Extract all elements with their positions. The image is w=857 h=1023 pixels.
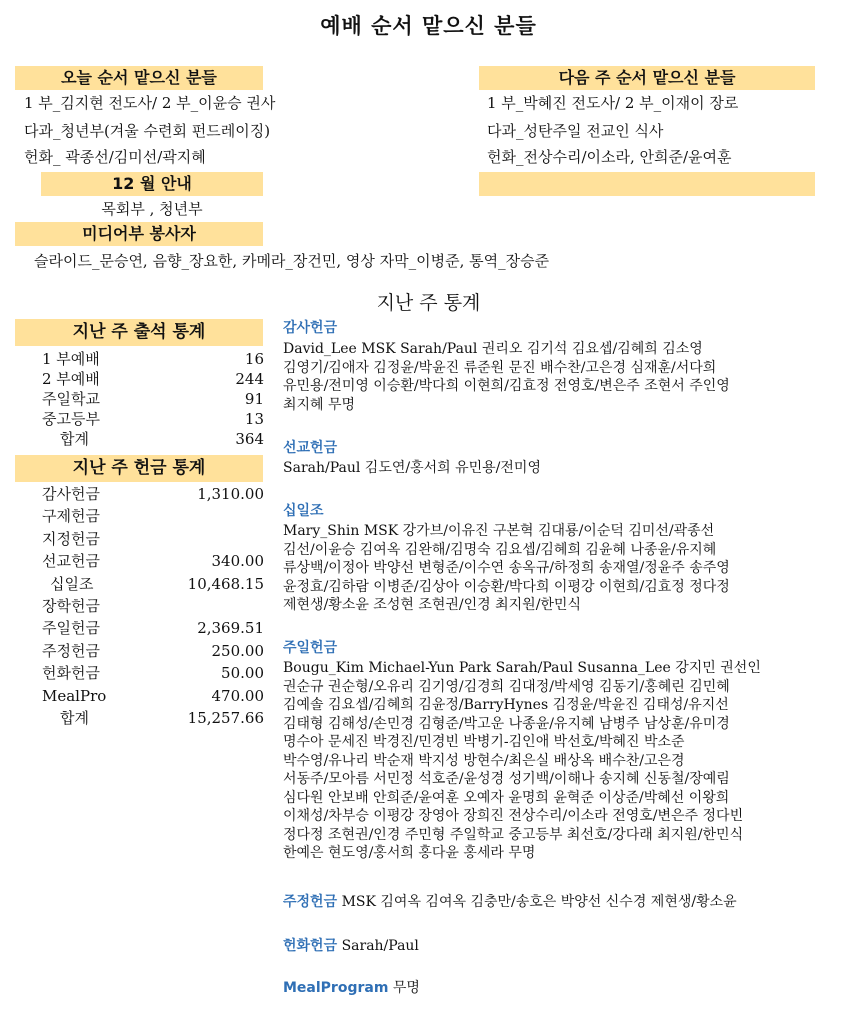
offering-label: 합계 [60, 708, 89, 727]
offering-row [42, 506, 264, 528]
offering-row [42, 618, 264, 640]
donor-line: 제현생/황소윤 조성현 조현권/인경 최지원/한민식 [283, 597, 581, 613]
sunday-header: 주일헌금 [283, 640, 338, 656]
attendance-label: 중고등부 [42, 410, 100, 428]
attendance-value: 244 [235, 370, 264, 388]
donor-line: Sarah/Paul 김도연/홍서희 유민용/전미영 [283, 460, 541, 476]
donor-line: 박수영/유나리 박순재 박지성 방현수/최은실 배상옥 배수찬/고은경 [283, 752, 685, 769]
attendance-label: 1 부예배 [42, 350, 100, 368]
thanksgiving-week-line [283, 893, 737, 912]
offering-label: 십일조 [50, 574, 94, 593]
donor-line: 김예솔 김요셉/김혜희 김윤정/BarryHynes 김정윤/박윤진 김태성/유지선 [283, 697, 729, 713]
offering-value: 15,257.66 [187, 708, 264, 727]
next-empty-band [479, 172, 815, 196]
donor-line: David_Lee MSK Sarah/Paul 권리오 김기석 김요셉/김혜희 김소영 [283, 341, 703, 357]
offering-label: 선교헌금 [42, 552, 100, 571]
sunday-list [283, 659, 761, 863]
donor-line: 윤정효/김하람 이병준/김상아 이승환/박다희 이평강 이현희/김효정 정다정 [283, 578, 730, 595]
donor-line: 이채성/차부승 이평강 장영아 장희진 전상수리/이소라 전영호/변은주 정다빈 [283, 808, 744, 824]
attendance-label: 주일학교 [42, 390, 100, 408]
offering-row [42, 708, 264, 730]
offering-row [42, 596, 264, 618]
donor-line: 서동주/모아름 서민정 석호준/윤성경 성기백/이해나 송지혜 신동철/장예림 [283, 771, 730, 787]
media-header: 미디어부 봉사자 [15, 222, 263, 246]
offering-label: 주정헌금 [42, 641, 100, 660]
offering-row [42, 686, 264, 708]
stats-title: 지난 주 통계 [376, 292, 481, 314]
flower-line [283, 937, 419, 956]
donor-line: 류상백/이정아 박양선 변형준/이수연 송옥규/하정희 송재열/정윤주 송주영 [283, 560, 730, 576]
offering-value: 250.00 [211, 641, 264, 660]
attendance-value: 16 [244, 350, 264, 368]
offering-value: 470.00 [211, 686, 264, 705]
offering-row [42, 574, 264, 596]
attendance-row [42, 349, 264, 369]
mission-header: 선교헌금 [283, 440, 338, 456]
next-line-3: 헌화_전상수리/이소라, 안희준/윤여훈 [487, 148, 732, 166]
donor-line: Bougu_Kim Michael-Yun Park Sarah/Paul Susanna_Lee 강지민 권선인 [283, 660, 761, 676]
today-line-3: 헌화_ 곽종선/김미선/곽지혜 [24, 148, 206, 166]
today-header: 오늘 순서 맡으신 분들 [15, 66, 263, 90]
donor-line: 권순규 권순형/오유리 김기영/김경희 김대정/박세영 김동기/홍혜린 김민혜 [283, 678, 730, 695]
next-line-2: 다과_성탄주일 전교인 식사 [487, 122, 664, 140]
flower-header: 헌화헌금 [283, 938, 338, 954]
donor-line: 정다정 조현권/인경 주민형 주일학교 중고등부 최선호/강다래 최지원/한민식 [283, 826, 744, 843]
offering-value: 340.00 [211, 552, 264, 571]
next-header: 다음 주 순서 맡으신 분들 [479, 66, 815, 90]
attendance-value: 91 [244, 390, 264, 408]
today-line-2: 다과_청년부(겨울 수련회 펀드레이징) [24, 122, 271, 140]
meal-header: MealProgram [283, 980, 389, 996]
donor-line: 김선/이윤승 김여옥 김완해/김명숙 김요셉/김혜희 김윤혜 나종윤/유지혜 [283, 541, 717, 558]
page-title: 예배 순서 맡으신 분들 [320, 14, 537, 38]
attendance-row [42, 369, 264, 389]
today-line-1: 1 부_김지현 전도사/ 2 부_이윤승 권사 [24, 94, 276, 112]
donor-line: 명수아 문세진 박경진/민경빈 박병기-김인애 박선호/박혜진 박소준 [283, 734, 685, 750]
thanks-list [283, 340, 730, 414]
offering-value: 10,468.15 [187, 574, 264, 593]
media-text: 슬라이드_문승연, 음향_장요한, 카메라_장건민, 영상 자막_이병준, 통역_장승준 [34, 252, 550, 270]
attendance-value: 364 [235, 430, 264, 448]
tithe-list [283, 522, 730, 615]
donor-line: 심다원 안보배 안희준/윤여훈 오예자 윤명희 윤혁준 이상준/박혜선 이왕희 [283, 789, 730, 806]
offering-row [42, 551, 264, 573]
offering-row [42, 529, 264, 551]
offering-value: 1,310.00 [197, 485, 264, 503]
offering-header: 지난 주 헌금 통계 [15, 455, 263, 482]
thanksgiving-week-text: MSK 김여옥 김여옥 김충만/송호은 박양선 신수경 제현생/황소윤 [341, 894, 737, 910]
offering-value: 2,369.51 [197, 619, 264, 638]
next-line-1: 1 부_박혜진 전도사/ 2 부_이재이 장로 [487, 94, 739, 112]
offering-label: MealPro [42, 686, 107, 705]
offering-label: 주일헌금 [42, 619, 100, 638]
attendance-row [42, 389, 264, 409]
offering-row [42, 484, 264, 506]
thanksgiving-week-header: 주정헌금 [283, 894, 338, 910]
donor-line: 최지혜 무명 [283, 396, 356, 413]
mission-list [283, 459, 541, 478]
december-header: 12 월 안내 [41, 172, 263, 196]
thanks-header: 감사헌금 [283, 320, 338, 336]
december-text: 목회부 , 청년부 [101, 200, 203, 218]
offering-row [42, 641, 264, 663]
offering-table [42, 484, 264, 730]
attendance-table [42, 349, 264, 449]
offering-label: 감사헌금 [42, 485, 100, 503]
donor-line: 한예은 현도영/홍서희 홍다윤 홍세라 무명 [283, 845, 536, 861]
attendance-row [42, 429, 264, 449]
attendance-header: 지난 주 출석 통계 [15, 319, 263, 346]
offering-label: 지정헌금 [42, 529, 100, 548]
offering-value: 50.00 [221, 664, 264, 683]
tithe-header: 십일조 [283, 503, 324, 519]
attendance-label: 2 부예배 [42, 370, 100, 388]
meal-line [283, 979, 420, 998]
flower-text: Sarah/Paul [341, 938, 419, 954]
offering-label: 헌화헌금 [42, 664, 100, 683]
meal-text: 무명 [392, 980, 420, 996]
attendance-row [42, 409, 264, 429]
donor-line: 유민용/전미영 이승환/박다희 이현희/김효정 전영호/변은주 조현서 주인영 [283, 378, 730, 394]
offering-label: 장학헌금 [42, 596, 100, 615]
attendance-value: 13 [244, 410, 264, 428]
offering-label: 구제헌금 [42, 507, 100, 526]
donor-line: Mary_Shin MSK 강가브/이유진 구본혁 김대룡/이순덕 김미선/곽종선 [283, 523, 715, 539]
offering-row [42, 663, 264, 685]
donor-line: 김영기/김애자 김정윤/박윤진 류준원 문진 배수찬/고은경 심재훈/서다희 [283, 359, 717, 376]
attendance-label: 합계 [60, 430, 89, 448]
donor-line: 김태형 김해성/손민경 김형준/박고운 나종윤/유지혜 남병주 남상훈/유미경 [283, 715, 730, 732]
